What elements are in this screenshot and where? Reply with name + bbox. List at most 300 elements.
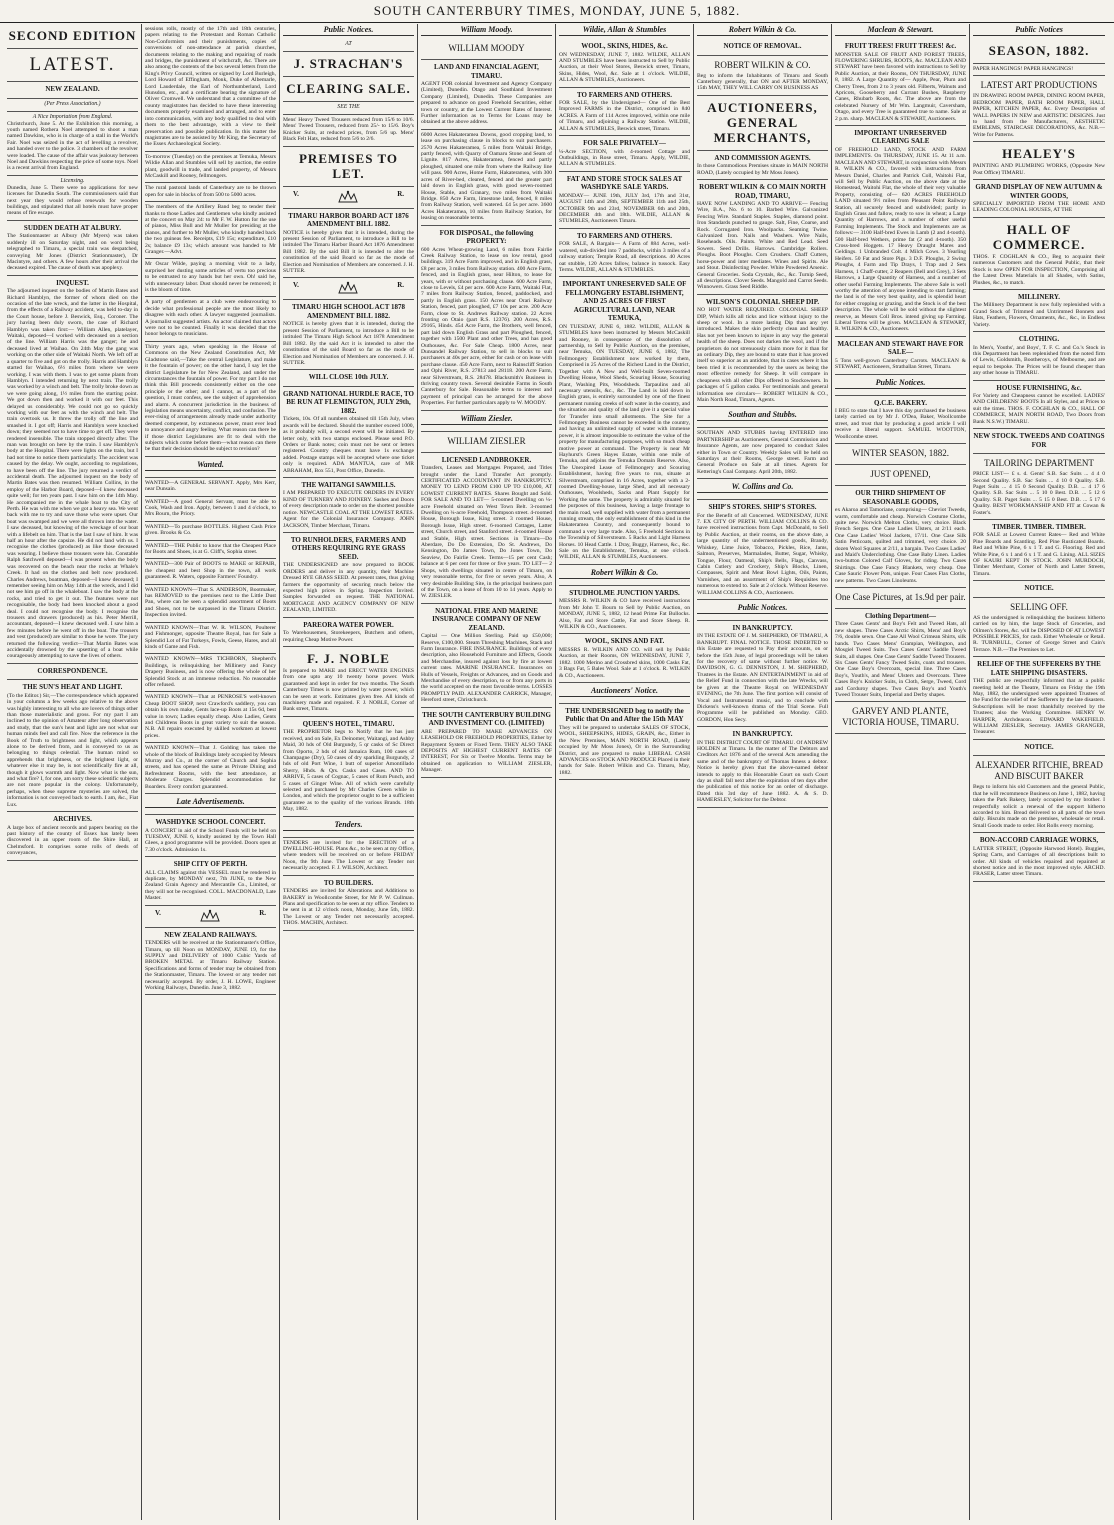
notice-title: THE UNDERSIGNED beg to notify the Public that On and After the 15th MAY [565,706,684,724]
notice-title: ROBERT WILKIN & CO. [714,59,811,70]
notice-title: LATEST. [29,54,116,75]
notice-block [559,136,690,172]
notice-block [421,226,552,411]
column-5 [556,24,694,1520]
notice-body: IN DRAWING ROOM PAPER, DINING ROOM PAPER, BEDROOM PAPER, BATH ROOM PAPER, HALL PAPER, KITCHEN PAPER, &c. Every Description of WALL PAPERS IN NEW and ARTISTIC DESIGNS. Just to hand from the Manufacturers, AESTHETIC EMBLEMS, STAIRCASE DECORATIONS, &c. N.B.—Write for Patterns. [973,93,1105,138]
notice-title: WILL CLOSE 10th JULY. [308,373,389,382]
notice-title: TIMBER. TIMBER. TIMBER. [992,522,1086,531]
notice-body: The rural pastoral lands of Canterbury are to be thrown open for sale in blocks of from 500 to 5000 acres. [145,185,276,198]
notice-block [559,565,690,586]
notice-block [283,52,414,77]
notice-block [421,432,552,453]
notice-block [7,221,138,276]
notice-title: CORRESPONDENCE. [37,666,108,675]
notice-title: TO BUILDERS. [323,878,374,887]
notice-title: JUST OPENED, [870,469,931,480]
notice-body: WANTED KNOWN—That J. Golding has taken the whole of the block of Buildings lately occupied by Messrs Murray and Co., at the corner of Church and Sophia streets, and has opened the same as Private Dining and Refreshment Rooms, with the best attendance, at Moderate Charges. Splendid accommodation for Boarders. Every comfort guaranteed. [145,745,276,790]
notice-block [283,717,414,817]
notice-title: BON-ACCORD CARRIAGE WORKS, [979,836,1099,845]
notice-title: NOTICE. [1024,742,1054,751]
notice-body: IN THE DISTRICT COURT OF TIMARU. Of ANDREW HOLDEN at Timaru. In the matter of The Debtors and Creditors Act 1876 and of the several Acts amending the same and of the bankruptcy of Thomas Inness a debtor. Notice is hereby given that the above-named debtor intends to apply to this Honorable Court on such Court day as shall fall next after the expiration of ten days after the publication of this notice for an order of discharge. Dated this 3rd day of June 1882. A. & S. D. HAMERSLEY, Solicitor for the Debtor. [697,739,828,804]
notice-title: FOR SALE PRIVATELY— [583,139,666,148]
notice-block [835,444,966,465]
notice-block [973,76,1105,142]
notice-body: WANTED KNOWN—That W. R. WILSON, Poulterer and Fishmonger, opposite Theatre Royal, has for Sale a Splendid Lot of Fat Turkeys, Fowls, Geese, Hares, and all kinds of Game and Fish. [145,624,276,650]
notice-block [697,180,828,295]
notice-body: 600 Acres Wheat-growing Land, 6 miles from Fairlie Creek Railway Station, to lease on low rental, good buildings. 319 Acre Farm improved, and in English grass, £8 per acre, 3 miles from Railway station. 400 Acre Farm, fenced, and in English grass, near Hilton, to lease for years, with or without purchasing clause. 600 Acre Farm, close to Levels, £4 per acre. 600 Acre Farm, Waitaki Flat, 7 miles from Railway Station, fenced, paddocked, and partly in English grass. 150 Acres near Orari Railway Station, fenced, part ploughed, £7 10s per acre. 200 Acre Farm, close to St. Andrews Railway station. 22 Acres fronting on Otaio (part R.S. 12376). 200 Acres, R.S. 29165, Hinds. 454 Acre Farm, the Brothers, well fenced, part laid down English Grass and part Ploughed, fenced, together with 1500 Plant and other Trees, and has good Outhouses, &c. For Sale Cheap. 1800 Acres, near Dunsandel Railway Station, to sell in blocks to suit purchasers at 40s per acre, either for cash or on lease with purchase clause. 450 Acre Farm, next to Rainscliff Station and Ophi River, R.S. 27813 and 28118. 200 Acre Farm, near Silverstream, R.S. 28478. Blacksmith's Business in thriving country town. Several desirable Farms in South Canterbury for Sale. Reasonable terms to interest and payment of principal can be arranged for the above Properties. For further particulars apply to W. MOODY. [421,246,552,407]
notice-body: NOTICE is hereby given that it is intended, during the present Session of Parliament, to introduce a Bill to be intituled The Timaru High School Act 1878 Amendment Bill 1882. By the said Act it is intended to alter the constitution of the said Board so far as the mode of Election and Nomination of Members are concerned. J. H. SUTTER. [283,321,414,366]
column-heading: Maclean & Stewart. [835,24,966,36]
notice-body: ¼-Acre SECTION, with 4-roomed Cottage and Outbuildings, in Rose street, Timaru. Apply, WILDIE, ALLAN & STUMBLES. [559,148,690,168]
section-heading: W. Collins and Co. [697,481,828,493]
notice-body: TENDERS are invited for the ERECTION of a DWELLING-HOUSE. Plans &c., to be seen at my Office, where tenders will be received on or before FRIDAY Noon, the 9th June. The Lowest or any Tender not necessarily accepted. F. J. WILSON, Architect. [283,839,414,872]
notice-title: A Nice Importation from England. [32,113,113,120]
notice-block [421,130,552,226]
notice-title: NOTICE. [1024,584,1054,593]
section-heading: Southan and Stubbs. [697,409,828,421]
notice-block [283,817,414,838]
notice-body: I BEG to state that I have this day purchased the business lately carried on by Mr J. O'Dea, Baker, Woollcombe street, and trust that by producing a good article I will receive a liberal support. SAMUEL WOOTTON, Woollcombe street. [835,408,966,440]
notice-title: TIMARU HIGH SCHOOL ACT 1878 AMENDMENT BILL 1882. [291,303,406,320]
notice-title: LAND AND FINANCIAL AGENT, TIMARU. [434,63,539,80]
notice-block [283,77,414,102]
notice-body: TENDERS will be received at the Stationmaster's Office, Timaru, up till Noon on MONDAY, JUNE 19, for the SUPPLY and DELIVERY of 1000 Cubic Yards of BROKEN METAL at Timaru Railway Station. Specifications and forms of tender may be obtained from the Stationmaster, Timaru. The lowest or any tender not necessarily accepted. By order, J. H. LOWE, Engineer Working Railways, Dunedin. June 3, 1882. [145,940,276,992]
notice-block [145,497,276,522]
notice-block [697,151,828,180]
notice-block [697,621,828,727]
column-heading: Wildie, Allan & Stumbles [559,24,690,36]
notice-title: PREMISES TO LET. [298,150,399,181]
notice-body: A large box of ancient records and papers bearing on the past history of the county of Essex has lately been discovered in an upper room of the Shire Hall, at Chelmsford. It comprises some rolls of deeds of conveyances, [7,824,138,857]
notice-title: WINTER SEASON, 1882. [852,448,949,459]
notice-block [973,429,1105,454]
section-heading: Wanted. [145,459,276,471]
notice-title: One Case Pictures, at 1s.9d per pair. [835,591,966,602]
notice-body: LATTER STREET, (Opposite Harwood Hotel). Buggies, Spring Carts, and Carriages of all descriptions built to order. All kinds of vehicles repaired and repainted at shortest notice and in the most improved style. ARCHD. FRASER, Latter street Timaru. [973,845,1105,878]
column-3 [280,24,418,1520]
notice-block [835,337,966,375]
notice-title: MACLEAN AND STEWART HAVE FOR SALE— [837,339,964,357]
notice-block [973,180,1105,218]
notice-block [697,407,828,428]
notice-block [559,172,690,229]
notice-block [697,295,828,408]
column-4 [418,24,556,1520]
notice-body: Dunedin, June 5. There were no applications for new licenses for Dunedin South. The commissioners said that next year they would refuse renewals for wooden buildings, and stipulated that all hotels must have proper means of fire escape. [7,184,138,217]
notice-title: THE SUN'S HEAT AND LIGHT. [22,683,123,692]
notice-title: NATIONAL FIRE AND MARINE INSURANCE COMPANY OF NEW ZEALAND. [432,606,541,632]
notice-block [421,60,552,130]
notice-block [697,479,828,500]
notice-title: FRUIT TREES! FRUIT TREES! &c. [844,42,957,50]
notice-title: AT [345,41,352,47]
notice-block [7,176,138,221]
notice-title: TAILORING DEPARTMENT [984,458,1094,469]
column-6 [694,24,832,1520]
notice-block [145,478,276,497]
notice-body: The adjourned inquest on the bodies of Martin Bates and Richard Hamblyn, the former of whom died on the occasion of the late wreck, and the latter in the Hospital, from the effects of a Railway accident, was held to-day in the Court house, before J. Beswick, Esq., Coroner. The jury having been duly sworn, the case of Richard Hamblyn was taken first:— William Allen, platelayer, Waitaki, deposed—I worked with deceased on a section of the line. William Harris was the ganger; he and deceased lived at Waihao. On 24th May the gang was working on the other side of Waitaki North. We left off at a quarter to five and got on the trolly. Harris and Hamblyn started for Waihao, 6½ miles from where we were working. I was with them. I was to get some plants from Hamblyn. I intended returning by next train. The trolly was worked by a winch and belt. The trolly broke down as we were going along, 1½ miles from the starting point. We got down then and worked it with our feet. This delayed us considerably. We could not go so quickly working with our feet as with the winch and belt. The train overtook us. It threw the trolly off the line and smashed it. I got off; Harris and Hamblyn were knocked down; they seemed not to have time to get off. They were rendered insensible. The train stopped directly after. The man was brought on here by the train. I saw Hamblyn's body at the Hospital. There were lights on the train, but I had not time to notice them particularly. The accident was caused by the delay. We ought, according to regulations, to have been off the line. The jury returned a verdict of accidental death. The adjourned inquest on the body of Martin Bates was then resumed. William Collins, in the employ of the Harbor Board, deposed—I knew deceased quite well; for ten years past. I saw him on the 14th May. He accompanied me in the whale boat to the City of Perth. He was with me when we got a heavy sea. We went back with me to try and save those who were upset. Our boat was swamped and we were all thrown into the water. I saw deceased, but knowing of the wreckage of our boat with a lifebelt on him. That is the last I saw of him. It was half an hour after the capsize. He did not land with us. I recognise the clothes (produced) as like those deceased was wearing. I believe those trousers were his. Constable Ralph Satchwell deposed—I was present when the body was recovered on the beach near the rocks at Whale's Creek. It had on the clothes and belt now produced. Charles Andrews, boatman, deposed—I knew deceased; I remember seeing him on May 14th at the wreck, and I did not see him go off in the whaleboat. I saw the body at the rocks, and tried to get it out. The features were not recognisable, the body had been knocked about a good deal. I could not recognise the body. I recognise the trousers and drawers (produced) as his. Peter Merrill, accountant, deposed—I knew deceased well. I saw him a few minutes before he went off in the boat. The trousers and vest (produced) are similar to those he wore. The jury returned the following verdict—That Martin Bates was accidentally drowned by the upsetting of a boat while courageously attempting to save the lives of others. [7,288,139,660]
notice-body: WANTED KNOWN—That S. ANDERSON, Bootmaker, has REMOVED to the premises next to the Little Dust Pan, where can be seen a splendid assortment of Boots and Shoes, not to be surpassed in the Timaru District. Inspection invited. [145,586,276,619]
notice-body: SOUTHAN AND STUBBS having ENTERED into PARTNERSHIP as Auctioneers, General Commission and Insurance Agents, are now prepared to conduct Sales either in Town or Country. Weekly Sales will be held on Saturdays at their Rooms, George street. Farm and General Produce on Sale at all times. Agents for Kettering's Coal Company. April 20th, 1882. [697,430,828,475]
notice-title: ROBERT WILKIN & CO MAIN NORTH ROAD, TIMARU, [699,183,826,200]
notice-body: In Men's, Youths', and Boys', T. F. C. and Co.'s Stock in this Department has been replenished from the noted firm of Lewis, Goldsmith, Bootheroys, of Melbourne, and are equal to bespoke. The Prices will be found cheaper than any other house in TIMARU. [973,344,1105,377]
notice-block [973,64,1105,76]
notice-title: WASHDYKE SCHOOL CONCERT. [155,818,266,827]
notice-body: Tickets, 10s. Of all numbers obtained till 15th July, when awards will be declared. Should the number exceed 1000, as it probably will, a second event will be initiated. By letter only, with two stamps enclosed. Please send P.O. Orders or Bank notes; coin must not be sent or letters registered. Country cheques must have 1s exchange added. Postage stamps will be accepted where one ticket only is required. ADA MANTUA, care of MR ABRAHAM, Box 551, Post Office, Dunedin. [283,416,414,474]
notice-title: Q.C.E. BAKERY. [874,398,927,407]
notice-block [973,520,1105,581]
notice-block [145,692,276,743]
notice-block [559,88,690,137]
notice-block [145,794,276,815]
notice-block [697,428,828,479]
notice-title: WILLIAM MOODY [448,43,525,53]
notice-block [973,142,1105,180]
notice-block [145,152,276,184]
notice-block [835,39,966,126]
notice-title: SELLING OFF. [1010,601,1068,612]
notice-body: NO HOT WATER REQUIRED. COLONIAL SHEEP DIP, Which kills all ticks and lice without injury to the sheep or wool. In a more lasting Dip than any yet introduced. Makes the skin perfectly clean and healthy. Has not yet been known to injure in any way the general health of the sheep. Does not darken the wool, and if the proprietors do not strenuously claim more for it than for an ordinary Dip, they are bound to state that it has proved itself so superior as an antidote, that in cases where it has been tried it is recommended by the users as being the most effective remedy for Sheep. It will compare in cheapness with all other Dips offered to Stockowners. In packages of 5 gallon casks. For testimonials and general information see circulars— ROBERT WILKIN & CO., Main North Road, Timaru, Agents. [697,307,828,403]
notice-body: Christchurch, June 5. At the Exhibition this morning, a youth named Rothera Noel attempted to shoot a man named Dawkins, who is in charge of a stall in the World's Fair. Noel was seized in the act of levelling a revolver, and handed over to the police. 3 chambers of the revolver were loaded. The cause of the affair was jealousy between Noel and Dawkins respecting the price of some toys. Noel is a recent arrival from England. [7,120,138,172]
notice-block [7,812,138,861]
section-heading: Robert Wilkin & Co. [559,567,690,579]
notice-body: MESSRS R. WILKIN & CO have received instructions from Mr John T. Bourn to Sell by Public Auction, on MONDAY, JUNE 5, 1882, 12 head Prime Fat Bullocks. Also, Fat and Store Cattle, Fat and Store Sheep. R. WILKIN & CO., Auctioneers. [559,598,690,630]
notice-body: FOR SALE, by the Undersigned— One of the Best Improved FARMS in the District, comprised in 840 ACRES. A Farm of 114 Acres improved, within one mile of Timaru, and adjoining a Railway Station. WILDIE, ALLAN & STUMBLES, Beswick street, Timaru. [559,100,690,132]
notice-title: AND COMMISSION AGENTS. [714,153,811,162]
notice-block [421,708,552,778]
notice-block [283,387,414,478]
notice-title: WOOL, SKINS AND FAT. [584,637,665,646]
newspaper-columns [4,24,1110,1520]
notice-body: Mr Oscar Wilde, paying a morning visit to a lady, surprised her dusting some articles of vertu too precious to be entrusted to any hands but her own. Oh! said he, with unnecessary labor. Dust should never be removed; it is the bloom of time. [145,261,276,294]
notice-title: IMPORTANT UNRESERVED SALE OF FELLMONGERY ESTABLISHMENT, AND 25 ACRES OF FIRST AGRICULTURAL LAND, NEAR TEMUKA, [562,280,687,323]
notice-body: WANTED—To purchase BOTTLES. Highest Cash Price given. Brooks & Co. [145,523,276,537]
notice-body: WANTED KNOWN—That at PENROSE'S well-known Cheap BOOT SHOP, next Crawford's saddlery, you can obtain his own make, Gents lace-up Boots at 15s 6d, best value in town; Ladies equally cheap. Also Ladies, Gents and Childrens Boots in great variety to suit the season. N.B. All repairs executed by skilled workmen at lowest prices. [145,694,276,739]
notice-block [973,39,1105,64]
notice-title: HOUSE FURNISHING, &c. [996,383,1082,392]
notice-body: HAVE NOW LANDING AND TO ARRIVE— Fencing Wire, B.A., No. 6 to 10. Barbed Wire. Galvanized Fencing Wire. Standard Staples. Staples, diamond point. Iron Standards punched to gauge. Salt, Fine, Coarse, and Rock. Corrugated Iron. Woolpacks. Seaming Twine. Galvanized Iron. Nails and Washers. Wire Nails, Roseheads. Oils. Paints. White and Red Lead. Seed Sowers. Seed Drills. Harrows. Cambridge Rollers. Ploughs. Boot Ploughs. Corn Crushers. Chaff Cutters, horse-power and inter mediates. Wines and Spirits. Ale and Stout. Disinfecting Powder. White Powdered Arsenic. General Groceries. Soda Crystals, &c., &c. Turnip Seed, all descriptions. Clover Seeds. Mangold and Carrot Seeds. Winnowers. Grass Seed Riddle. [697,201,828,291]
notice-block [973,454,1105,520]
notice-block [145,585,276,623]
notice-body: FOR SALE at Lowest Current Rates— Red and White Pine Boards and Scantling. Red Pine Rusticated Boards. Red and White Pine, 6 x 1 T. and G. Flooring. Red and White Pine, 6 x 1 and 6 x 1 T. and G. Lining. ALL SIZES OF KAURI KEPT IN STOCK. JOHN MURDOCH, Timber Merchant, Corner of North and Latter Streets, Timaru. [973,532,1105,577]
notice-block [7,112,138,176]
notice-block [7,24,138,49]
notice-block [145,815,276,857]
notice-block [973,218,1105,290]
notice-body: sessions rolls, mostly of the 17th and 18th centuries, papers relating to the Protestant and Roman Catholic Non-Conformists and their punishments, copies of conversions of non-attendance at parish churches, documents relating to the making and repairing of roads and bridges, the punishment of witchcraft, &c. There are also among the contents of the box several letters from the King's Privy Council, written or signed by Lord Burleigh, Lord Howard of Effingham, Monk, Duke of Albemarle, Lord Lauderdale, the Earl of Northumberland, Lord Hunsdon, etc., and a certificate bearing the signature of Oliver Cromwell. We understand that a committee of the county magistrates has decided to have these interesting documents properly examined and arranged, and to enter into communication, with any body qualified to deal with them to the best advantage, with a view to their preservation and possible publication. In this matter the magistrates are to be assisted by Mr King, the Secretary of the Essex Archaeological Society. [145,26,276,148]
column-heading: Public Notices [973,24,1105,36]
notice-block [973,657,1105,740]
notice-block [559,229,690,278]
notice-title: INQUEST. [56,278,89,287]
notice-block [7,664,138,681]
notice-block [835,588,966,609]
notice-block [697,56,828,96]
notice-title: LICENSED LANDBROKER. [441,455,532,464]
notice-block [973,381,1105,430]
notice-block [145,457,276,478]
notice-block [973,581,1105,598]
notice-body: To-morrow (Tuesday) on the premises at Temuka, Messrs Wildie Allan and Stumbles will sell by auction, the entire plant, goodwill in trade, and landed property, of Messrs McCaskill and Rooney, fellmongers. [145,153,276,179]
notice-title: ARCHIVES. [53,815,92,824]
notice-body: The members of the Artillery Band beg to tender their thanks to those Ladies and Gentlemen who kindly assisted at the concert on May 24: to Mr F. W. Hutton for the use of pianos, Miss Bull and Mr Muller for presiding at the pianos, and further to Mr Muller, who kindly handed back the two guineas fee. Receipts, £19 15s; expenditure, £10 2s; balance £9 13s; which amount was handed to Mr Granger.—Advt. [145,204,276,255]
notice-body: Is prepared to MAKE and ERECT WATER ENGINES from one upto any 10 twenty horse power. Work guaranteed and kept in order for two months. The South Canterbury Times is now printed by water power, which can be seen at work. Estimates given free. All kinds of machinery made and repaired. F. J. NOBLE, Corner of Bank street, Timaru. [283,667,414,713]
notice-body: THOS. F. COGHLAN & CO., Beg to acquaint their numerous Customers and the General Public, that their Stock is now OPEN FOR INSPECTION, Comprising all the Latest Dress Materials in all Shades, with Satins, Plushes, &c., to match. [973,253,1105,286]
notice-title: NEW STOCK. TWEEDS AND COATINGS FOR [973,432,1105,449]
notice-body: (To the Editor.) Sir,—The correspondence which appeared in your columns a few weeks ago relative to the above was highly interesting to all who are lovers of things other than those materialistic and gross. For my part I am inclined to the opinion of Amateur after long observation and study, that the sun's heat and light are not what our human minds feel and call fire. Now the reference in the Book of Truth to brightness and light, which appears alone to be derived from, and is conveyed to us as belonging to things celestial. The human mind so apprehends that brightness, or the brightest light, or whatever else it may be, is not scientifically fire at all, though it glows warmth and light. Now what is the sun, and what fire? I, for one, am sorry these scientific subjects are not more popular in the colony. Unfortunately, perhaps, when these supreme mysteries are solved, the information is not conveyed back to earth. I am, &c., Fiat Lux. [7,692,138,808]
notice-title: IMPORTANT UNRESERVED CLEARING SALE [854,128,947,146]
notice-block [421,39,552,60]
notice-title: QUEEN'S HOTEL, TIMARU. [302,719,395,728]
notice-body: WANTED KNOWN—MRS TICHBORN, Shepherd's Buildings, is relinquishing her Millinery and Fancy Drapery Business, and is now offering the whole of her Splendid Stock at an immense reduction. No reasonable offer refused. [145,656,276,688]
notice-block [283,209,414,279]
notice-block [145,928,276,996]
notice-body: FOR SALE, A Bargain— A Farm of 884 Acres, well-watered, sub-divided into 7 paddocks, within 3 miles of a railway station; Temple Road, all descriptions. 40 Acres oat stubble, 120 Acres fallow, balance in tussock. Easy Terms. WILDIE, ALLAN & STUMBLES. [559,241,690,273]
notice-block [973,756,1105,833]
notice-title: TO FARMERS AND OTHERS. [576,90,673,99]
notice-body: ARE PREPARED TO MAKE ADVANCES ON LEASEHOLD OR FREEHOLD PROPERTIES, Either by Repayment System or Fixed Term. THEY ALSO TAKE DEPOSITS AT HIGHEST CURRENT RATES OF INTEREST, For Six or Twelve Months. Terms may be obtained on application to WILLIAM ZIESLER, Manager. [421,728,552,774]
notice-body: MONDAY— JUNE 19th, JULY 3rd, 17th and 31st, AUGUST 14th and 28th, SEPTEMBER 11th and 25th, OCTOBER 9th and 23rd, NOVEMBER 6th and 20th, DECEMBER 4th and 18th. WILDIE, ALLAN & STUMBLES, Auctioneers Timaru. [559,192,690,225]
section-heading: Tenders. [283,819,414,831]
notice-body: WANTED—A GENERAL SERVANT. Apply, Mrs Kerr, near Dunsain. [145,479,276,493]
notice-title: AUCTIONEERS, GENERAL MERCHANTS, [707,99,818,145]
notice-title: CLEARING SALE. [286,81,411,96]
notice-title: J. STRACHAN'S [293,56,404,71]
notice-block [145,522,276,541]
notice-title: SEASON, 1882. [988,43,1090,58]
notice-title: (Per Press Association.) [44,100,101,107]
section-heading: Public Notices. [835,377,966,389]
notice-body: WANTED—300 Pair of BOOTS to MAKE or REPAIR, the cheapest and best Shop in the town, all work guaranteed. R. Waters, opposite Farmers' Foundry. [145,561,276,581]
notice-block [283,370,414,387]
column-1 [4,24,142,1520]
notice-body: Begs to inform his old Customers and the general Public, that he will recommence Business on June 1, 1882, having taken the Park Bakery, lately occupied by my brother. I respectfully solicit a renewal of the support hitherto accorded to him. Bread delivered to all parts of the town daily. Biscuits made on the premises, wholesale or retail. Small Goods made to order. Hot Rolls every morning. [973,784,1105,829]
section-heading: William Ziesler. [421,413,552,425]
notice-block [973,290,1105,332]
notice-block [835,609,966,702]
notice-body: ex Akaroa and Tamoriane, comprising— Cheviot Tweeds, warm, comfortable and cheap. Norwich Costume Cloths, quite new. Norwich Melton Cloths, very choice. Black French Serges. One Case Ladies Ulsters, at 2/11 each. One Case Ladies' Wool Jackets, 17/11. One Case Silk Satin Petticoats, quilted and trimmed, very choice. 20 dozen Wool Squares at 2/11, a bargain. Two Cases Ladies' and Maid's Underclothing. One Case Baby Linen. Ladies two-button Colored Calf Gloves, for riding. Two Cases Shirtings. One Case Fancy Blankets, very cheap. One Case Sauric Flower Pots, unique. Four Cases Flax Cloths, new patterns. Two Cases Linoleums. [835,507,966,584]
notice-title: GRAND DISPLAY OF NEW AUTUMN & WINTER GOODS, [975,183,1103,200]
notice-block [559,586,690,635]
column-8 [970,24,1108,1520]
notice-body: 6000 Acres Hakateramea Downs, good cropping land, to lease on purchasing clause in blocks to suit purchasers. 2570 Acres Hakateramea, 5 miles from Waitaki Bridge, partly fenced, with Quarry of Oamaru Stone and Seam of Lignite. 817 Acres, Hakateramea, fenced and partly ploughed, situated one mile from where the Railway line will pass. 900 Acres, Home Farm, Hakateramea, with 300 acres of River-bed, cleared, fenced and the greater part laid down in English grass, with good seven-roomed House, Stable, and Granary, two miles from Waitaki Bridge. 850 Acre Farm, limestone land, fenced, 8 miles from Railway Station, well watered. £4 5s per acre. 3600 Acres Hakateramea, 10 miles from Railway Station, for leasing on reasonable terms. [421,131,552,222]
notice-title: GARVEY AND PLANTE, VICTORIA HOUSE, TIMARU. [842,706,959,728]
notice-body: ALL CLAIMS against this VESSEL must be rendered in duplicate, by MONDAY next, 7th JUNE, to the New Zealand Grain Agency and Mercantile Co., Limited, or they will not be recognised. COLL. MACDONALD, Late Master. [145,869,276,902]
royal-crest: V. R. [145,908,276,924]
notice-block [283,478,414,533]
notice-block [283,278,414,300]
notice-title: TO FARMERS AND OTHERS. [576,231,673,240]
notice-body: 5 Tons well-grown Canterbury Carrots. MACLEAN & STEWART, Auctioneers, Strathallan Street, Timaru. [835,357,966,371]
notice-body: The Millinery Department is now fully replenished with a Grand Stock of Trimmed and Untrimmed Bonnets and Hats, Feathers, Flowers, Ornaments, &c., &c., in Endless Variety. [973,302,1105,328]
notice-title: NEW ZEALAND. [45,85,100,93]
notice-title: RELIEF OF THE SUFFERERS BY THE LATE SHIPPING DISASTERS. [977,660,1101,677]
notice-block [283,647,414,717]
notice-block [283,39,414,52]
notice-block [283,102,414,115]
notice-block [697,39,828,56]
notice-body: MONSTER SALE OF FRUIT AND FOREST TREES, FLOWERING SHRUBS, ROOTS, &c. MACLEAN AND STEWART have been favored with instructions to Sell by Public Auction, at their Rooms, ON THURSDAY, JUNE 8, 1882. A Large Quantity of— Apple, Pear, Plum and Cherry Trees, from 2 to 3 years old. Filberts, Walnuts and Apricots, Gooseberry and Currant Bushes, Raspberry Canes, Rhubarb Roots, &c. The above are from the celebrated Nursery of Mr Wm. Langmuir, Caversham, Otago, and every Tree is guaranteed true to name. Sale at 2 p.m. sharp. MACLEAN & STEWART, Auctioneers. [835,51,966,122]
notice-title: THE WAITANGI SAWMILLS. [301,480,396,489]
notice-block [835,702,966,734]
notice-block [145,559,276,584]
notice-block [973,740,1105,757]
royal-crest: V. R. [283,280,414,296]
notice-body: In those Commodious Premises situate in MAIN NORTH ROAD, (Lately occupied by Mr Moss Jones). [697,163,828,176]
notice-block [835,375,966,396]
royal-crest: V. R. [283,189,414,205]
notice-title: IN BANKRUPTCY. [732,730,793,739]
notice-block [145,297,276,341]
column-7 [832,24,970,1520]
notice-block [697,600,828,621]
notice-title: SUDDEN DEATH AT ALBURY. [23,223,122,232]
notice-body: THE PROPRIETOR begs to Notify that he has just received, and on Sale, Ex Deinomer, Waitangi, and Ashby Maid, 30 hds of Old Burgundy, 5 qr casks of Sc Direct from Oporto, 2 hds of old Jamaica Rum, 100 cases of Champagne (Dry), 50 cases of dry sparkling Burgundy, 2 hds of old Port Wine, 1 butt of superior Amontillado Sherry, Hhds. & Qrs. Casks and Cases. AND TO ARRIVE, 5 cases of Cognac, 5 cases of Rum Punch, and 5 cases of Ginger Wine. All of which were carefully selected and purchased by Mr Charles Green while in London, and which the proprietor ought to be a sufficient guarantee as to the quality of the various Brands. 18th May, 1882. [283,729,414,813]
notice-title: PAREORA WATER POWER. [303,620,394,629]
notice-body: The Stationmaster at Albury (Mr Myers) was taken suddenly ill on Saturday night, and on word being telegraphed to Timaru, a special train was despatched, conveying Mr Jones (District Stationmaster), Dr Macintyre, and others. A few hours after their arrival the deceased expired. The cause of death was apoplexy. [7,233,138,272]
notice-block [145,24,276,152]
notice-body: AS the undersigned is relinquishing the business hitherto carried on by him, the large Stock of Groceries, and Oilmen's Stores, &c. will be DISPOSED OF AT LOWEST POSSIBLE PRICES, for cash. Either Wholesale or Retail. R. TURNBULL, Corner of George Street and Cain's Terrace. N.B.—The Premises to Let. [973,614,1105,653]
notice-body: They will be prepared to undertake SALES OF STOCK, WOOL, SHEEPSKINS, HIDES, GRAIN, &c., Either in the New Premises, MAIN NORTH ROAD, (Lately occupied by Mr Moss Jones), Or in the Surrounding District, and are prepared to make LIBERAL CASH ADVANCES on STOCK AND PRODUCE Placed in their hands for Sale. Robert Wilkin and Co. Timaru, May, 1882. [559,724,690,776]
notice-block [835,486,966,588]
notice-block [421,604,552,708]
notice-block [283,533,414,618]
notice-block [7,99,138,112]
notice-title: SHIP'S STORES. SHIP'S STORES. [708,503,817,512]
notice-body: WANTED—THE Public to know that the Cheapest Place for Boots and Shoes, is at G. Cliff's, Sophia street. [145,542,276,556]
notice-title: HEALEY'S [1002,146,1076,162]
notice-body: SPECIALLY IMPORTED FROM THE HOME AND LEADING COLONIAL HOUSES, AT THE [973,201,1105,214]
notice-title: NEW ZEALAND RAILWAYS. [164,930,257,939]
notice-block [145,654,276,692]
notice-body: TENDERS are invited for Alterations and Additions to BAKERY in Woollcombe Street, for Mr P. W. Cullman. Plans and specification to be seen at my office. Tenders to be sent in at 12 o'clock noon, Monday, June 5th, 1882. The Lowest or any Tender not necessarily accepted. THOS. MACHIN, Architect. [283,888,414,927]
notice-title: TO RUNHOLDERS, FARMERS AND OTHERS REQUIRING RYE GRASS SEED. [290,535,407,561]
notice-title: TIMARU HARBOR BOARD ACT 1876 AMENDMENT BILL 1882. [288,211,409,229]
notice-block [835,126,966,337]
notice-block [973,332,1105,381]
notice-block [697,96,828,151]
notice-block [835,396,966,445]
notice-title: IN BANKRUPTCY. [732,623,793,632]
notice-title: Clothing Department— [865,611,936,620]
notice-title: SHIP CITY OF PERTH. [173,860,248,869]
notice-block [283,300,414,370]
notice-body: PAPER HANGINGS! PAPER HANGINGS! [973,66,1074,72]
section-heading: Auctioneers' Notice. [559,685,690,697]
notice-body: MESSRS R. WILKIN AND CO. will sell by Public Auction, at their Rooms, ON WEDNESDAY, JUNE 7, 1882. 1000 Merino and Crossbred skins, 1000 Casks Fat, 3 Bags Fat, 5 Bales Wool. Sale at 1 o'clock. R. WILKIN & CO., Auctioneers. [559,646,690,679]
notice-body: Beg to inform the Inhabitants of Timaru and South Canterbury generally, that ON and AFTER MONDAY, 15th MAY, THEY WILL CARRY ON BUSINESS AS [697,72,828,92]
notice-block [283,187,414,209]
notice-block [421,453,552,604]
notice-block [835,465,966,486]
notice-title: STUDHOLME JUNCTION YARDS. [569,588,680,597]
notice-body: PRICE LIST— £ s. d. Gents' S.B. Sac Suits ... 4 4 0 Second Quality. S.B. Sac Suits ... 4 10 0 Quality. S.B. Paget Suits ... 4 15 0 Second Quality. D.B. ... 4 17 6 Quality. S.B. Sac Suits ... 5 10 0 Best. D.B. ... 5 12 6 Quality. S.B. Paget Suits ... 5 15 0 Best. D.B. ... 5 17 6 Quality. BEST WORKMANSHIP AND FIT at Cowan & Foster's. [973,471,1105,516]
notice-title: FAT AND STORE STOCK SALES AT WASHDYKE SALE YARDS. [566,174,683,192]
notice-title: SECOND EDITION [8,28,137,43]
notice-block [697,727,828,808]
column-2 [142,24,280,1520]
notice-block [283,838,414,876]
notice-body: A CONCERT in aid of the School Funds will be held on TUESDAY, JUNE 6, kindly assisted by the Town Hall Glees, a good programme will be provided. Doors open at 7.30 o'clock. Admission 1s. [145,827,276,853]
notice-block [145,342,276,457]
notice-body: THE public are respectfully informed that at a public meeting held at the Theatre, Timaru on Friday the 19th May, 1882, the undersigned were appointed Trustees of the Fund for the relief of the Sufferers by the late disasters. Subscriptions will be most thankfully received by the Trustees; also the Working Committee. HENRY W. HARPER, Archdeacon. EDWARD WAKEFIELD. WILLIAM ZIESLER, Secretary. JAMES GRANGER, Treasurer. [973,678,1105,736]
notice-block [7,680,138,812]
notice-block [697,500,828,600]
notice-block [421,411,552,432]
notice-body: To Warehousemen, Storekeepers, Butchers and others, requiring Cheap Motive Power. [283,630,414,643]
notice-block [7,82,138,99]
notice-title: MILLINERY. [1017,292,1061,301]
notice-block [145,623,276,655]
notice-block [559,39,690,88]
notice-title: HALL OF COMMERCE. [992,221,1086,252]
notice-body: Thirty years ago, when speaking in the House of Commons on the New Zealand Constitution Act, Mr Gladstone said,—Take the central Legislature, and make it the fountain of power; on the other hand, I say let the district Legislature be for New Zealand, and under the circumstances the fountain of power. For my part I do not think this Bill proceeds consistently either on the one principle or the other; and I cannot, as a part of the question, I must confess, see the subject of apprehension and alarm. A concurrent jurisdiction in the business of legislation means uncertainty, conflict, and confusion. The ever-rising of arrangements already made under authority deemed competent, by extraneous power, must ever lead to annoyance and angry feeling. What reason can there be if those district Legislatures are fit to deal with the subjects which come before them—what reason can there be that their decision should be subject to revision? [145,343,276,453]
notice-body: For Variety and Cheapness cannot be excelled. LADIES' AND CHILDRENS' BOOTS In all Styles, and at Prices to suit the times. THOS. F. COGHLAN & CO., HALL OF COMMERCE, MAIN NORTH ROAD, Two Doors from Bank N.S.W.) TIMARU. [973,393,1105,425]
notice-block [559,683,690,704]
notice-block [145,541,276,560]
notice-title: Licensing. [60,177,85,184]
column-heading: Public Notices. [283,24,414,36]
notice-title: GRAND NATIONAL HURDLE RACE, TO BE RUN AT FLEMINGTON, JULY 29th, 1882. [283,389,414,415]
notice-block [145,906,276,928]
notice-body: Three Cases Gents' and Boy's Felt and Tweed Hats, all new shapes. Three Cases Arctic Shirts, Mens' and Boy's 7/6, double sewn. One Case All Wool Crimean Shirts, silk bands. Two Cases Mens' Grampian, Wellington, and Mosgiel Tweed Suits. Two Cases Gents' Saddle Tweed Suits, all shapes. One Case Gents' Saddle Tweed Trousers. Six Cases Gents' Fancy Tweed Suits, coats and trousers. One Case Boy's Overcoats, special line. Three Cases Boy's, Youth's, and Mens' Ulsters and Overcoats. Three Cases Boy's Knicker Suits, in Cloth, Serge, Tweed, Cord and Corduroy shapes. Two Cases Boy's and Youth's Tweed Trouser Suits, Imperial and Derby shapes. [835,621,966,698]
column-heading: Robert Wilkin & Co. [697,24,828,36]
notice-block [145,183,276,202]
masthead: SOUTH CANTERBURY TIMES, MONDAY, JUNE 5, 1882. [0,0,1114,23]
notice-body: I AM PREPARED TO EXECUTE ORDERS IN EVERY KIND OF TURNERY AND JOINERY. Sashes and Doors of every description made to order on the shortest possible notice. NEWCASTLE COAL AT THE LOWEST RATES. Agent for the Colonial Insurance Company. JOHN JACKSON, Timber Merchant, Timaru. [283,490,414,529]
notice-block [973,598,1105,657]
notice-body: OF FREEHOLD LAND, STOCK AND FARM IMPLEMENTS. On THURSDAY, JUNE 15. At 11 a.m. MACLEAN AND STEWART, in conjunction with Messrs R. WILKIN & CO., favored with instructions from Messrs Daniel, Charles and Patrick Coll, Waitohi Flat, will Sell by Public Auction, on the above date at the Homestead, Waitohi Flat, the whole of their very valuable Property, consisting of— 620 ACRES FREEHOLD LAND situated 9½ miles from Pleasant Point Railway Station, all securely fenced and subdivided; partly in English Grass and fallow, ready to sow in wheat; a Large Quantity of Harrows, and a number of other useful Farming Implements. The Stock and Implements are as follows:— 3100 Half-bred Ewes in Lamb (2 and 4-tooth). 500 Half-bred Wethers, prime fat (2 and 4-tooth). 350 Cross-bred Hoggets. 17 Heavy Draught Mares and Geldings. 1 Unbranded Colt. 4 Milch Cows. 3 Yearling Heifers. 50 Fat and Store Pigs. 3 D.F. Ploughs, 2 Swing Ploughs, 4 Farm and Tip Drays, 1 Trap and 2 Sets Harness, 1 Chaff-cutter, 2 Reapers (Bell and Grey), 3 Sets Harrows, a Large Quantity of Harness, and a number of other useful Farming Implements. The above Sale is well worthy the attention of anyone intending to start farming; the land is of the very best quality, and is splendid heart for either cropping or grazing, and the Stock is of the best description. The whole will be sold without the slightest reserve, as Messrs Coll Bros. intend giving up Farming. Liberal Terms will be given. MACLEAN & STEWART, R. WILKIN & CO., Auctioneers. [835,146,966,333]
notice-block [559,704,690,780]
notice-body: A party of gentlemen at a club were endeavouring to decide what professional people are the most likely to disagree with each other. A lawyer suggested journalists. A journalist suggested artists. An actor claimed that actors were not to be counted. Finally it was decided that the honor belongs to musicians. [145,299,276,338]
notice-title: WILSON'S COLONIAL SHEEP DIP. [705,297,820,306]
notice-body: ON TUESDAY, JUNE 6, 1882. WILDIE, ALLAN & STUMBLES have been instructed by Messrs McCaskill and Rooney, in consequence of the dissolution of partnership, to Sell by Public Auction, on the premises, near Temuka, ON TUESDAY, JUNE 6, 1882, The Fellmongery Establishment now worked by them, Comprised in 25 Acres of the Richest Land in the District, Together with A New and Well-built Seven-roomed Dwelling House, Wool Sheds, Scouring House, Scouring Plant, Washing Pits, Woodsheds. Tarpaulins and all necessary utensils, &c., &c. The Land is laid down in English grass, is entirely surrounded by one of the finest permanent running creeks of soft water in the country, and the situation and quality of the land give it a special value for Transfer into small allotments. The Site for a Fellmongery Business cannot be exceeded in the country, and having an unlimited supply of water with immense power, it is almost impossible to estimate the value of the property for manufacturing purposes, with so much cheap motive power at command. The Property is near Mr Hayhurst's Green Hayes Estate, within one mile of Temuka, and adjoins the Temuka Domain Reserve. Also, The Unexpired Lease of Fellmongery and Scouring Establishment, having five years to run, situate at Silverstream, comprised in 16 Acres, together with a 2-roomed Dwelling-house, large Shed, and all necessary Outhouses, Woolsheds, Sacks and Plant Supply for Working the same. The property is admirably situated for the purposes of this business, having a large frontage to the main road, well supplied with water from a permanent running stream, the only establishment of this kind in the Hakateramea Country, and consequently bound to command a very large trade. Also, 5 Freehold Sections in the Township of Silverstream. 5 Racks and Light Harness Horses. 10 Head Cattle. 1 Dray, Buggy, Harness, &c., &c. Sale on the Establishment, Temuka, at one o'clock. WILDIE, ALLAN & STUMBLES, Auctioneers. [559,323,690,561]
notice-title: NOTICE OF REMOVAL. [723,42,802,50]
notice-title: F. J. NOBLE [307,650,390,666]
notice-title: THE SOUTH CANTERBURY BUILDING AND INVESTMENT CO. (LIMITED) [422,710,551,728]
notice-title: WILLIAM ZIESLER [447,435,526,446]
section-heading: Public Notices. [697,602,828,614]
notice-block [7,276,138,664]
notice-title: CLOTHING. [1018,335,1060,344]
notice-block [283,618,414,647]
notice-body: PAINTING AND PLUMBING WORKS, (Opposite New Post Office) TIMARU. [973,163,1105,176]
notice-block [145,202,276,259]
notice-block [559,634,690,683]
notice-body: For the Benefit of all Concerned. WEDNESDAY, JUNE 7. EX CITY OF PERTH. WILLIAM COLLINS & CO. have received instructions from Capt. McDonald, to Sell by Public Auction, at their rooms, on the above date, a large quantity of the undermentioned goods, Brandy, Whiskey, Lime Juice, Tobacco, Pickles, Rice, Jams, Salmon, Preserves, Marmalades, Butter, Sugar, Whisky, Tongue, Flour, Oatmeal, Ship's Bells, Flags, Canvass, Cabin Cutlery and Crockery, Ship's Blocks, Linen, Compasses, Spirit and Meat Bowl Lights, Oils, Paints, Varnishes, and an assortment of Ship's Requisites too numerous to extend to. Sale at 2 o'clock. Without Reserve. WILLIAM COLLINS & CO., Auctioneers. [697,512,828,596]
notice-block [145,259,276,297]
notice-block [283,147,414,187]
notice-title: FOR DISPOSAL, the following PROPERTY: [439,228,534,246]
notice-body: Transfers, Leases and Mortgages Prepared, and Titles brought under the Land Transfer Act promptly. CERTIFICATED ACCOUNTANT IN BANKRUPTCY. MONEY TO LEND FROM £100 UP TO £10,000, AT LOWEST CURRENT RATES. Shares Bought and Sold. FOR SALE AND TO LET— 5-roomed Dwelling on ¼-acre Freehold situated on West Town Belt. 3-roomed Dwelling on ¼-acre Freehold, Thompson street. 4-roomed House, Borough Issue, King street. 3 roomed House, Borough Issue, High street. 6-roomed Cottages, Latter street, Church street, and Stanford street. 4-roomed House and Stable, High street. Sections in Timaru—Do Aberdare, Do Do Extension, Do St. Andrews, Do Kensington, Do James Town, Do Jones Town, Do Seaview, Do Fairlie Creek. Terms—15 per cent Cash; balance at 6 per cent for three or five years. TO LET— 2 Shops, with dwellings situated in centre of Timaru, on very reasonable terms, for five or seven years. Also, A very desirable Building Site, in the principal business part of the Town, on a lease of from 10 to 14 years. Apply to W. ZIESLER. [421,465,552,600]
notice-block [7,49,138,82]
notice-block [559,277,690,565]
section-heading: Late Advertisements. [145,796,276,808]
notice-body: IN THE ESTATE OF J. M. SHEPHERD, OF TIMARU, A BANKRUPT. FINAL NOTICE. THOSE INDEBTED to this Estate are requested to Pay their accounts, on or before the 15th June, of legal proceedings will be taken for the recovery of same without further notice. W. DAVIDSON, G. G. DENNISTON, J. M. SHEPHERD, Trustees in the Estate. AN ENTERTAINMENT in aid of the Relief Fund in connection with the late Wrecks, will be given at the Theatre Royal on WEDNESDAY EVENING, the 7th June. The first portion will consist of Vocal and Instrumental music, and to conclude with Dickens's well-known drama of the Trial Scene. Full Programme will be published on Monday. GEO. GORDON, Hon Secy. [697,633,828,723]
notice-block [145,743,276,794]
notice-body: ON WEDNESDAY, JUNE 7, 1882. WILDIE, ALLAN AND STUMBLES have been instructed to Sell by Public Auction, at their Wool Stores, Beswick street, Timaru, Skins, Hides, Wool, &c. Sale at 1 o'clock. WILDIE, ALLAN & STUMBLES, Auctioneers. [559,51,690,84]
notice-title: WOOL, SKINS, HIDES, &c. [581,42,668,50]
notice-title: SEE THE [337,104,360,110]
notice-body: THE UNDERSIGNED are now prepared to BOOK ORDERS and deliver in any quantity, their Machine Dressed RYE GRASS SEED. At present rates, thus giving farmers the opportunity of securing much below the expected high prices in Spring. Inspection Invited. Samples forwarded on request. THE NATIONAL MORTGAGE AND AGENCY COMPANY OF NEW ZEALAND, LIMITED. [283,562,414,614]
notice-body: Capital — One Million Sterling. Paid up £50,000; Reserve, £100,000. Steam Threshing Machines, Stack and Farm Insurance. FIRE INSURANCE. Buildings of every description, also Household Furniture and Effects, Goods and Merchandise, insured against loss by fire at lowest current rates. MARINE INSURANCE. Insurances on Hulls of Vessels, Freights or Advances, and on Goods and Merchandise of every description, to or from any ports in the world accepted on the most favorable terms. LOSSES PROMPTLY PAID. ALEXANDER CARRICK, Manager, Hereford street, Christchurch. [421,633,552,704]
notice-block [283,115,414,147]
notice-block [145,857,276,906]
notice-body: WANTED—A good General Servant, must be able to Cook, Wash and Iron. Apply, between 1 and 4 o'clock, to Mrs Bourn, the Priory. [145,498,276,518]
notice-title: ALEXANDER RITCHIE, BREAD AND BISCUIT BAKER [975,760,1103,782]
notice-block [283,876,414,931]
notice-title: OUR THIRD SHIPMENT OF SEASONABLE GOODS, [855,489,946,506]
